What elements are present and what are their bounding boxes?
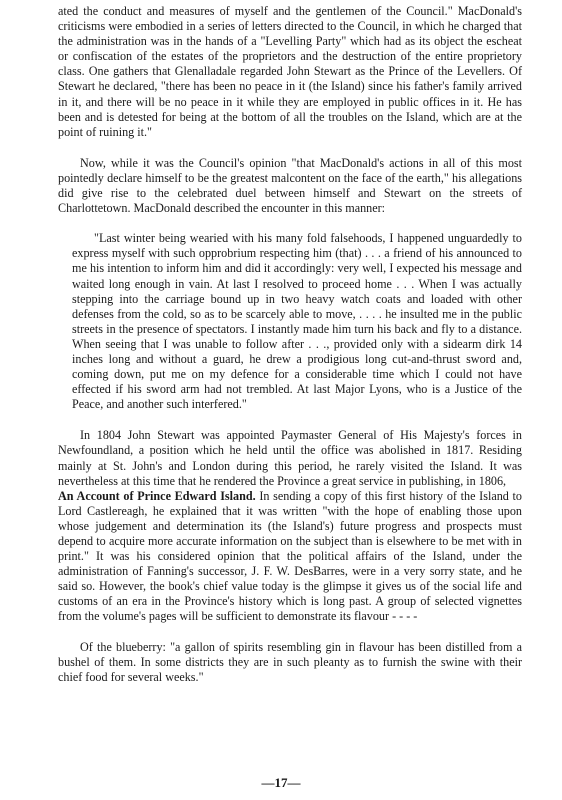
paragraph-council-opinion: Now, while it was the Council's opinion "that MacDonald's actions in all of this most pointedly declare himself to be the greatest malcontent on the face of the earth," his allegations did give rise to the celebrated duel between himself and Stewart on the streets of Charlottetown. MacDonald described the encounter in this manner: bbox=[58, 155, 522, 216]
paragraph-continuation: ated the conduct and measures of myself and the gentlemen of the Council." MacDonald's criticisms were embodied in a series of letters directed to the Council, in which he charged that the administration was in the hands of a "Levelling Party" which had as its object the escheat or confiscation of the estates of the proprietors and the destruction of the entire proprietory class. One gathers that Glenalladale regarded John Stewart as the Prince of the Levellers. Of Stewart he declared, "there has been no peace in it (the Island) since his father's family arrived in it, and there will be no peace in it while they are employed in public offices in it. He has been and is detested for being at the bottom of all the troubles on the Island, which are at the point of ruining it." bbox=[58, 4, 522, 139]
paragraph-stewart-account bbox=[58, 428, 522, 624]
paragraph-text-before-title: In 1804 John Stewart was appointed Paymaster General of His Majesty's forces in Newfoundland, a position which he held until the office was abolished in 1817. Residing mainly at St. John's and London during this period, he rarely visited the Island. It was nevertheless at this time that he rendered the Province a great service in publishing, in 1806, bbox=[58, 428, 522, 488]
block-quote-duel: "Last winter being wearied with his many fold falsehoods, I happened unguardedly to express myself with such opprobrium respecting him (that) . . . a friend of his announced to me his intention to inform him and did it accordingly: very well, I expected his message and waited long enough in vain. At last I resolved to proceed home . . . When I was actually stepping into the carriage bound up in two heavy watch coats and loaded with other defenses from the cold, so as to be scarcely able to move, . . . . he insulted me in the public streets in the presence of spectators. I instantly made him turn his back and fly to a distance. When seeing that I was unable to follow after . . ., provided only with a sidearm dirk 14 inches long and without a guard, he drew a prodigious long cut-and-thrust sword and, coming down, put me on my defence for a considerable time which I could not have effected if his sword arm had not trembled. At last Major Lyons, who is a Justice of the Peace, and another such interfered." bbox=[72, 231, 522, 412]
paragraph-text-after-title: In sending a copy of this first history of the Island to Lord Castlereagh, he explained that it was written "with the hope of enabling those upon whose judgement and determination its (the Island's) future progress and prospects must depend to acquire more accurate information on the subject than is elsewhere to be met with in print." It was his considered opinion that the political affairs of the Island, under the administration of Fanning's successor, J. F. W. DesBarres, were in a very sorry state, and he said so. However, the book's chief value today is the glimpse it gives us of the social life and customs of an era in the Province's history which is long past. A group of selected vignettes from the volume's pages will be sufficient to demonstrate its flavour - - - - bbox=[58, 488, 522, 624]
paragraph-blueberry: Of the blueberry: "a gallon of spirits resembling gin in flavour has been distilled from a bushel of them. In some districts they are in such pleanty as to furnish the swine with their chief food for several weeks." bbox=[58, 639, 522, 684]
page-number: —17— bbox=[261, 775, 301, 790]
book-title: An Account of Prince Edward Island. bbox=[58, 488, 256, 503]
